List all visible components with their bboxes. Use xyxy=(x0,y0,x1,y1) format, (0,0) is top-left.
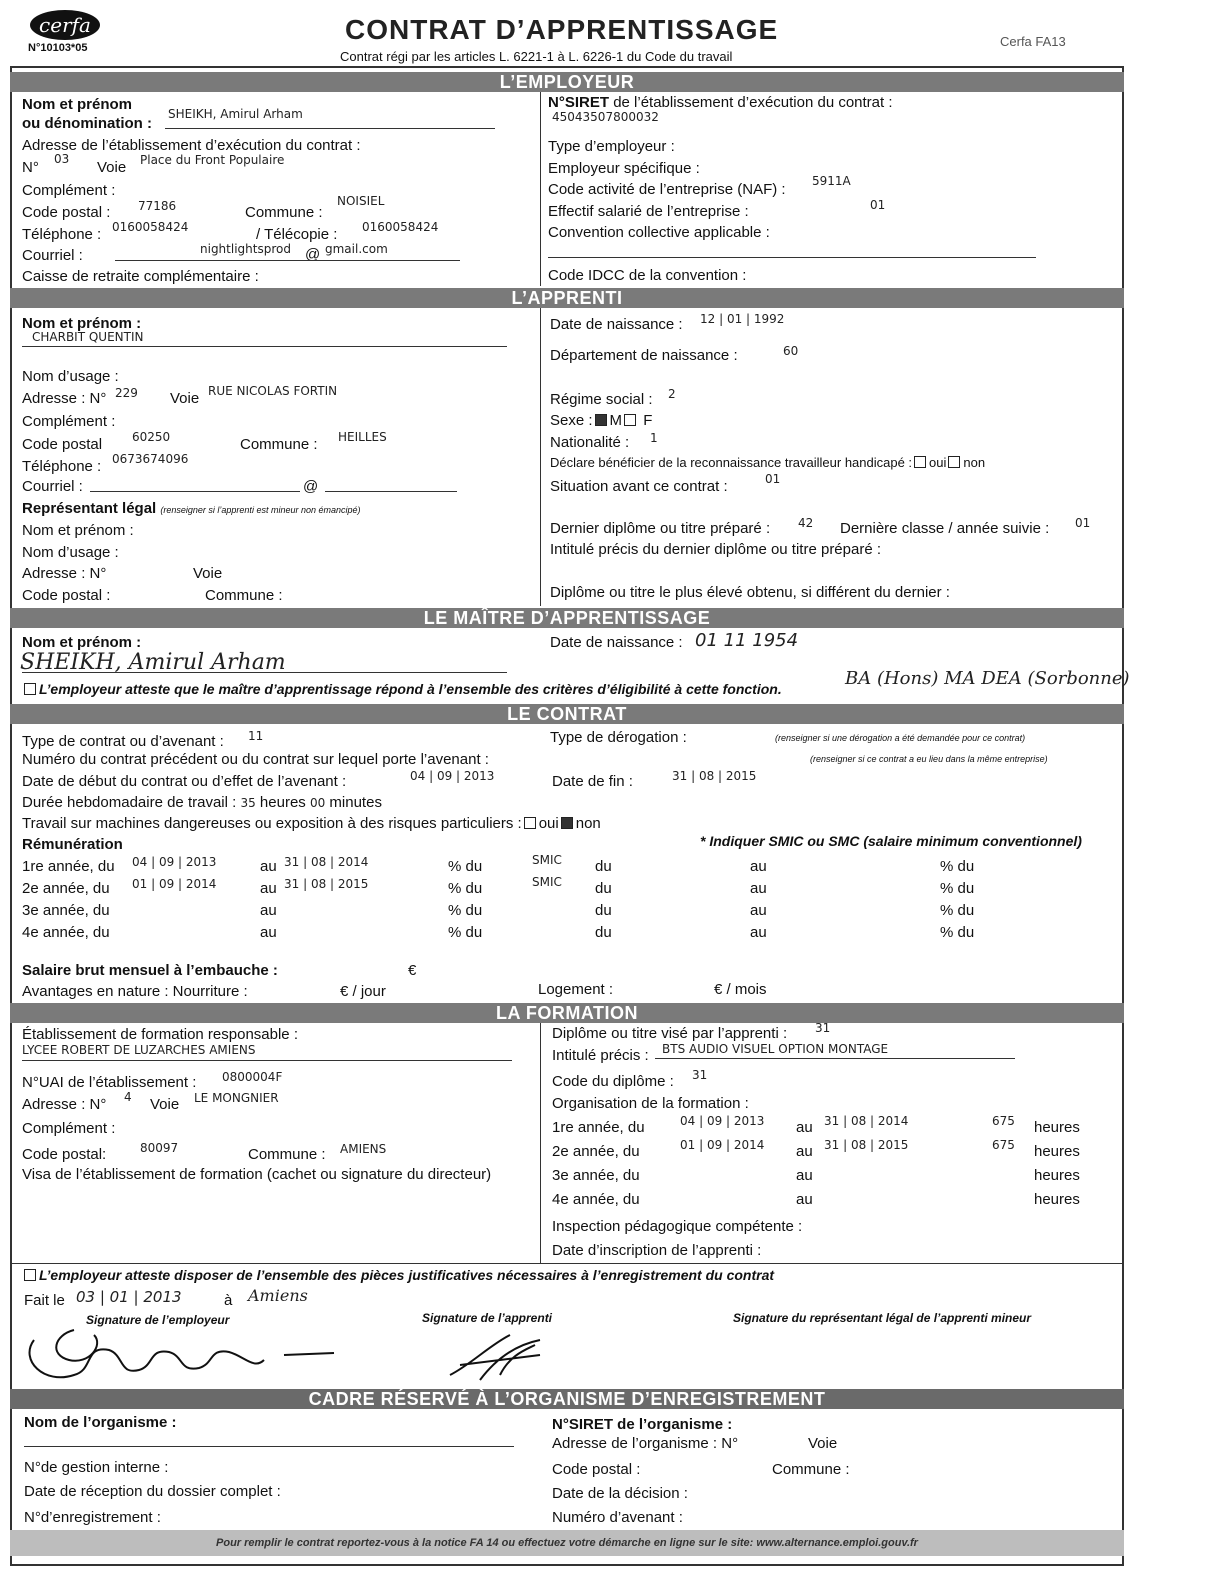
section-divider xyxy=(540,92,541,286)
apprenti-complement-label: Complément : xyxy=(22,413,116,430)
row-du-value[interactable]: 04 | 09 | 2013 xyxy=(132,855,217,869)
naf-value[interactable]: 5911A xyxy=(812,174,851,188)
apprenti-name-label: Nom et prénom : xyxy=(22,315,142,332)
employeur-fax-label: / Télécopie : xyxy=(256,226,338,243)
year-au-value[interactable]: 31 | 08 | 2014 xyxy=(824,1114,909,1128)
handicap-oui-label: oui xyxy=(929,455,947,470)
idcc-label: Code IDCC de la convention : xyxy=(548,267,747,284)
organisme-commune-label: Commune : xyxy=(772,1461,850,1478)
apprenti-voie-label: Voie xyxy=(170,390,200,407)
naf-label: Code activité de l’entreprise (NAF) : xyxy=(548,181,786,198)
row-label: 3e année, du xyxy=(22,902,110,919)
sexe-f-checkbox[interactable] xyxy=(624,414,636,426)
section-employeur-header: L’EMPLOYEUR xyxy=(10,72,1124,92)
row-au-label: au xyxy=(260,902,277,919)
row-au-value[interactable]: 31 | 08 | 2015 xyxy=(284,877,369,891)
situation-value[interactable]: 01 xyxy=(765,472,781,486)
formation-commune-value[interactable]: AMIENS xyxy=(340,1142,387,1156)
handicap-label: Déclare bénéficier de la reconnaissance travailleur handicapé : xyxy=(550,455,913,470)
logement-unit: € / mois xyxy=(714,981,767,998)
sexe-m-checkbox[interactable] xyxy=(595,414,607,426)
row-pct-label: % du xyxy=(448,858,483,875)
nourriture-unit: € / jour xyxy=(340,983,386,1000)
maitre-name-value[interactable]: SHEIKH, Amirul Arham xyxy=(20,650,286,675)
field-underline xyxy=(22,1060,512,1061)
row-ref-value[interactable]: SMIC xyxy=(532,853,562,867)
cerfa-logo: cerfa xyxy=(30,10,100,40)
intitule-label: Intitulé précis : xyxy=(552,1047,649,1064)
convention-label: Convention collective applicable : xyxy=(548,224,770,241)
apprenti-signature-scribble xyxy=(440,1325,560,1385)
diplome-vise-value[interactable]: 31 xyxy=(815,1021,831,1035)
machines-oui-label: oui xyxy=(538,815,559,832)
year-du-value[interactable]: 01 | 09 | 2014 xyxy=(680,1138,765,1152)
type-contrat-value[interactable]: 11 xyxy=(248,729,264,743)
plus-eleve-label: Diplôme ou titre le plus élevé obtenu, si différent du dernier : xyxy=(550,584,950,601)
type-contrat-label: Type de contrat ou d’avenant : xyxy=(22,733,224,750)
year-au-label: au xyxy=(796,1191,813,1208)
year-label: 4e année, du xyxy=(552,1191,640,1208)
year-label: 1re année, du xyxy=(552,1119,645,1136)
organisme-siret-label: N°SIRET de l’organisme : xyxy=(552,1416,733,1433)
row-pct-label: % du xyxy=(448,902,483,919)
row-pct2-label: % du xyxy=(940,880,975,897)
smic-note: * Indiquer SMIC ou SMC (salaire minimum conventionnel) xyxy=(700,833,1082,849)
maitre-dob-label: Date de naissance : xyxy=(550,634,683,651)
nationalite-label: Nationalité : xyxy=(550,434,630,451)
intitule-value[interactable]: BTS AUDIO VISUEL OPTION MONTAGE xyxy=(662,1042,889,1056)
employeur-commune-value[interactable]: NOISIEL xyxy=(337,194,385,208)
handicap-non-label: non xyxy=(963,455,986,470)
regime-value[interactable]: 2 xyxy=(668,387,676,401)
year-heures-value[interactable]: 675 xyxy=(992,1138,1015,1152)
employeur-name-label: Nom et prénom xyxy=(22,96,133,113)
field-underline xyxy=(90,491,300,492)
sexe-label: Sexe : xyxy=(550,412,593,429)
duree-minutes-label: minutes xyxy=(329,794,382,811)
apprenti-dob-label: Date de naissance : xyxy=(550,316,683,333)
regime-label: Régime social : xyxy=(550,391,653,408)
row-au2-label: au xyxy=(750,858,767,875)
visa-label: Visa de l’établissement de formation (cachet ou signature du directeur) xyxy=(22,1166,492,1183)
employeur-address-label: Adresse de l’établissement d’exécution du contrat : xyxy=(22,137,361,154)
employeur-voie-label: Voie xyxy=(97,159,127,176)
apprenti-commune-value[interactable]: HEILLES xyxy=(338,430,387,444)
rep-name-label: Nom et prénom : xyxy=(22,522,134,539)
employeur-fax-value[interactable]: 0160058424 xyxy=(362,220,439,234)
row-pct2-label: % du xyxy=(940,902,975,919)
organisation-label: Organisation de la formation : xyxy=(552,1095,749,1112)
code-diplome-label: Code du diplôme : xyxy=(552,1073,674,1090)
etab-value[interactable]: LYCEE ROBERT DE LUZARCHES AMIENS xyxy=(22,1043,256,1057)
year-heures-label: heures xyxy=(1034,1191,1080,1208)
siret-value[interactable]: 45043507800032 xyxy=(552,110,659,124)
sexe-m-label: M xyxy=(609,412,623,429)
row-au-value[interactable]: 31 | 08 | 2014 xyxy=(284,855,369,869)
apprenti-signature-label: Signature de l’apprenti xyxy=(422,1311,553,1325)
row-label: 2e année, du xyxy=(22,880,110,897)
avantages-label: Avantages en nature : Nourriture : xyxy=(22,983,248,1000)
date-debut-value[interactable]: 04 | 09 | 2013 xyxy=(410,769,495,783)
year-au-label: au xyxy=(796,1119,813,1136)
apprenti-name-value[interactable]: CHARBIT QUENTIN xyxy=(32,330,144,344)
section-divider xyxy=(540,1023,541,1263)
representant-note: (renseigner si l’apprenti est mineur non émancipé) xyxy=(160,505,361,515)
inscription-label: Date d’inscription de l’apprenti : xyxy=(552,1242,762,1259)
footer-note: Pour remplir le contrat reportez-vous à la notice FA 14 ou effectuez votre démarche en ligne sur le site: www.alternance.emploi.gouv.fr xyxy=(10,1530,1124,1556)
a-label: à xyxy=(224,1292,233,1309)
year-heures-label: heures xyxy=(1034,1119,1080,1136)
fait-le-value[interactable]: 03 | 01 | 2013 xyxy=(76,1288,182,1306)
duree-minutes-value[interactable]: 00 xyxy=(309,796,326,810)
row-du2-label: du xyxy=(595,858,612,875)
derniere-classe-value[interactable]: 01 xyxy=(1075,516,1091,530)
year-au-label: au xyxy=(796,1143,813,1160)
reception-label: Date de réception du dossier complet : xyxy=(24,1483,281,1500)
contrat-precedent-label: Numéro du contrat précédent ou du contrat sur lequel porte l’avenant : xyxy=(22,751,489,768)
field-underline xyxy=(548,257,1036,258)
year-heures-label: heures xyxy=(1034,1143,1080,1160)
salaire-euro: € xyxy=(408,962,417,979)
year-au-label: au xyxy=(796,1167,813,1184)
formation-adresse-label: Adresse : N° xyxy=(22,1096,107,1113)
lieu-value[interactable]: Amiens xyxy=(248,1286,308,1305)
row-du2-label: du xyxy=(595,924,612,941)
uai-value[interactable]: 0800004F xyxy=(222,1070,283,1084)
remuneration-row-4 xyxy=(22,924,975,941)
nationalite-value[interactable]: 1 xyxy=(650,431,658,445)
etab-label: Établissement de formation responsable : xyxy=(22,1026,298,1043)
row-pct2-label: % du xyxy=(940,924,975,941)
derniere-classe-label: Dernière classe / année suivie : xyxy=(840,520,1050,537)
row-ref-value[interactable]: SMIC xyxy=(532,875,562,889)
row-au2-label: au xyxy=(750,924,767,941)
remuneration-row-1 xyxy=(22,853,975,875)
situation-label: Situation avant ce contrat : xyxy=(550,478,728,495)
formation-year-1 xyxy=(552,1114,1080,1136)
formation-commune-label: Commune : xyxy=(248,1146,326,1163)
year-label: 2e année, du xyxy=(552,1143,640,1160)
section-organisme-header: CADRE RÉSERVÉ À L’ORGANISME D’ENREGISTREMENT xyxy=(10,1389,1124,1409)
maitre-attest-text: L’employeur atteste que le maître d’apprentissage répond à l’ensemble des critères d’éligibilité à cette fonction. xyxy=(39,681,782,697)
enregistrement-label: N°d’enregistrement : xyxy=(24,1509,161,1526)
formation-year-3 xyxy=(552,1167,1080,1184)
machines-label: Travail sur machines dangereuses ou exposition à des risques particuliers : xyxy=(22,815,522,832)
employeur-num-label: N° xyxy=(22,159,39,176)
apprenti-num-value[interactable]: 229 xyxy=(115,386,138,400)
rep-commune-label: Commune : xyxy=(205,587,283,604)
gestion-label: N°de gestion interne : xyxy=(24,1459,169,1476)
siret-label: N°SIRET xyxy=(548,94,610,111)
remuneration-label: Rémunération xyxy=(22,836,123,853)
field-underline xyxy=(115,260,460,261)
maitre-handwritten-note: BA (Hons) MA DEA (Sorbonne) xyxy=(845,668,1130,689)
formation-year-2 xyxy=(552,1138,1080,1160)
maitre-dob-value[interactable]: 01 11 1954 xyxy=(695,630,799,651)
apprenti-cp-value[interactable]: 60250 xyxy=(132,430,171,444)
employeur-signature-scribble xyxy=(14,1300,344,1390)
pieces-attest-checkbox[interactable] xyxy=(24,1269,36,1281)
formation-complement-label: Complément : xyxy=(22,1120,116,1137)
effectif-value[interactable]: 01 xyxy=(870,198,886,212)
field-underline xyxy=(655,1058,1015,1059)
logement-label: Logement : xyxy=(538,981,614,998)
code-diplome-value[interactable]: 31 xyxy=(692,1068,708,1082)
page-title: CONTRAT D’APPRENTISSAGE xyxy=(345,14,779,45)
date-debut-label: Date de début du contrat ou d’effet de l’avenant : xyxy=(22,773,347,790)
rep-voie-label: Voie xyxy=(193,565,223,582)
machines-oui-checkbox[interactable] xyxy=(524,817,536,829)
remuneration-row-3 xyxy=(22,902,975,919)
decision-label: Date de la décision : xyxy=(552,1485,688,1502)
cerfa-number: N°10103*05 xyxy=(28,42,88,54)
inspection-label: Inspection pédagogique compétente : xyxy=(552,1218,803,1235)
employeur-courriel-domain[interactable]: gmail.com xyxy=(325,242,388,256)
employeur-tel-label: Téléphone : xyxy=(22,226,102,243)
duree-heures-value[interactable]: 35 xyxy=(240,796,256,810)
row-label: 1re année, du xyxy=(22,858,115,875)
intitule-dernier-label: Intitulé précis du dernier diplôme ou titre préparé : xyxy=(550,541,882,558)
year-heures-label: heures xyxy=(1034,1167,1080,1184)
formation-num-value[interactable]: 4 xyxy=(124,1090,132,1104)
employeur-caisse-label: Caisse de retraite complémentaire : xyxy=(22,268,259,285)
type-employeur-label: Type d’employeur : xyxy=(548,138,675,155)
rep-usage-label: Nom d’usage : xyxy=(22,544,119,561)
organisme-cp-label: Code postal : xyxy=(552,1461,641,1478)
employeur-cp-value[interactable]: 77186 xyxy=(138,199,177,213)
apprenti-commune-label: Commune : xyxy=(240,436,318,453)
remuneration-row-2 xyxy=(22,875,975,897)
formation-cp-label: Code postal: xyxy=(22,1146,107,1163)
formation-year-4 xyxy=(552,1191,1080,1208)
derogation-note: (renseigner si une dérogation a été demandée pour ce contrat) xyxy=(775,733,1026,743)
remuneration-table xyxy=(22,853,1112,948)
organisme-nom-label: Nom de l’organisme : xyxy=(24,1414,177,1431)
siret-label-rest: de l’établissement d’exécution du contrat : xyxy=(613,94,893,111)
employeur-tel-value[interactable]: 0160058424 xyxy=(112,220,189,234)
representant-label: Représentant légal xyxy=(22,500,157,517)
effectif-label: Effectif salarié de l’entreprise : xyxy=(548,203,749,220)
section-formation-header: LA FORMATION xyxy=(10,1003,1124,1023)
section-divider xyxy=(10,1263,1124,1264)
page-subtitle: Contrat régi par les articles L. 6221-1 à L. 6226-1 du Code du travail xyxy=(340,49,733,64)
formation-years xyxy=(552,1114,1112,1219)
apprenti-dept-label: Département de naissance : xyxy=(550,347,738,364)
formation-cp-value[interactable]: 80097 xyxy=(140,1141,179,1155)
employeur-commune-label: Commune : xyxy=(245,204,323,221)
row-au-label: au xyxy=(260,858,277,875)
row-pct-label: % du xyxy=(448,924,483,941)
apprenti-usage-label: Nom d’usage : xyxy=(22,368,119,385)
salaire-label: Salaire brut mensuel à l’embauche : xyxy=(22,962,278,979)
organisme-voie-label: Voie xyxy=(808,1435,838,1452)
apprenti-tel-label: Téléphone : xyxy=(22,458,102,475)
year-heures-value[interactable]: 675 xyxy=(992,1114,1015,1128)
year-du-value[interactable]: 04 | 09 | 2013 xyxy=(680,1114,765,1128)
at-sign: @ xyxy=(305,246,321,263)
field-underline xyxy=(325,491,457,492)
apprenti-dept-value[interactable]: 60 xyxy=(783,344,799,358)
fait-le-label: Fait le xyxy=(24,1292,65,1309)
section-apprenti-header: L’APPRENTI xyxy=(10,288,1124,308)
duree-heures-label: heures xyxy=(259,794,306,811)
apprenti-dob-value[interactable]: 12 | 01 | 1992 xyxy=(700,312,785,326)
apprenti-adresse-label: Adresse : N° xyxy=(22,390,107,407)
sexe-f-label: F xyxy=(643,412,653,429)
dernier-diplome-value[interactable]: 42 xyxy=(798,516,814,530)
derogation-label: Type de dérogation : xyxy=(550,729,687,746)
section-divider xyxy=(540,308,541,606)
section-maitre-header: LE MAÎTRE D’APPRENTISSAGE xyxy=(10,608,1124,628)
field-underline xyxy=(22,672,507,673)
employeur-courriel-user[interactable]: nightlightsprod xyxy=(200,242,291,256)
rep-adresse-label: Adresse : N° xyxy=(22,565,107,582)
diplome-vise-label: Diplôme ou titre visé par l’apprenti : xyxy=(552,1025,788,1042)
uai-label: N°UAI de l’établissement : xyxy=(22,1074,197,1091)
field-underline xyxy=(22,346,507,347)
apprenti-voie-value[interactable]: RUE NICOLAS FORTIN xyxy=(208,384,338,398)
formation-voie-label: Voie xyxy=(150,1096,180,1113)
year-label: 3e année, du xyxy=(552,1167,640,1184)
employeur-signature-label: Signature de l’employeur xyxy=(86,1313,230,1327)
handicap-oui-checkbox[interactable] xyxy=(914,456,926,468)
handicap-non-checkbox[interactable] xyxy=(948,456,960,468)
row-au2-label: au xyxy=(750,880,767,897)
apprenti-cp-label: Code postal xyxy=(22,436,103,453)
date-fin-value[interactable]: 31 | 08 | 2015 xyxy=(672,769,757,783)
row-du-value[interactable]: 01 | 09 | 2014 xyxy=(132,877,217,891)
organisme-adresse-label: Adresse de l’organisme : N° xyxy=(552,1435,739,1452)
apprenti-tel-value[interactable]: 0673674096 xyxy=(112,452,189,466)
date-fin-label: Date de fin : xyxy=(552,773,633,790)
dernier-diplome-label: Dernier diplôme ou titre préparé : xyxy=(550,520,771,537)
employeur-cp-label: Code postal : xyxy=(22,204,111,221)
machines-non-label: non xyxy=(575,815,601,832)
row-au2-label: au xyxy=(750,902,767,919)
representant-signature-label: Signature du représentant légal de l’apprenti mineur xyxy=(733,1311,1032,1325)
pieces-attest-text: L’employeur atteste disposer de l’ensemble des pièces justificatives nécessaires à l’enregistrement du contrat xyxy=(39,1267,775,1283)
row-au-label: au xyxy=(260,880,277,897)
duree-label: Durée hebdomadaire de travail : xyxy=(22,794,237,811)
field-underline xyxy=(165,128,495,129)
contrat-precedent-note: (renseigner si ce contrat a eu lieu dans la même entreprise) xyxy=(810,754,1048,764)
employeur-name-value[interactable]: SHEIKH, Amirul Arham xyxy=(168,107,303,121)
avenant-label: Numéro d’avenant : xyxy=(552,1509,683,1526)
maitre-name-label: Nom et prénom : xyxy=(22,634,142,651)
maitre-attest-checkbox[interactable] xyxy=(24,683,36,695)
row-pct-label: % du xyxy=(448,880,483,897)
employeur-specifique-label: Employeur spécifique : xyxy=(548,160,700,177)
machines-non-checkbox[interactable] xyxy=(561,817,573,829)
row-du2-label: du xyxy=(595,902,612,919)
row-au-label: au xyxy=(260,924,277,941)
row-label: 4e année, du xyxy=(22,924,110,941)
formation-voie-value[interactable]: LE MONGNIER xyxy=(194,1091,279,1105)
row-pct2-label: % du xyxy=(940,858,975,875)
rep-cp-label: Code postal : xyxy=(22,587,111,604)
employeur-courriel-label: Courriel : xyxy=(22,247,83,264)
apprenti-courriel-label: Courriel : xyxy=(22,478,83,495)
field-underline xyxy=(24,1446,514,1447)
year-au-value[interactable]: 31 | 08 | 2015 xyxy=(824,1138,909,1152)
row-du2-label: du xyxy=(595,880,612,897)
employeur-complement-label: Complément : xyxy=(22,182,116,199)
form-code: Cerfa FA13 xyxy=(1000,34,1066,49)
employeur-name-label-2: ou dénomination : xyxy=(22,115,152,132)
section-contrat-header: LE CONTRAT xyxy=(10,704,1124,724)
at-sign: @ xyxy=(303,478,319,495)
employeur-voie-value[interactable]: Place du Front Populaire xyxy=(140,153,285,167)
employeur-num-value[interactable]: 03 xyxy=(54,152,70,166)
